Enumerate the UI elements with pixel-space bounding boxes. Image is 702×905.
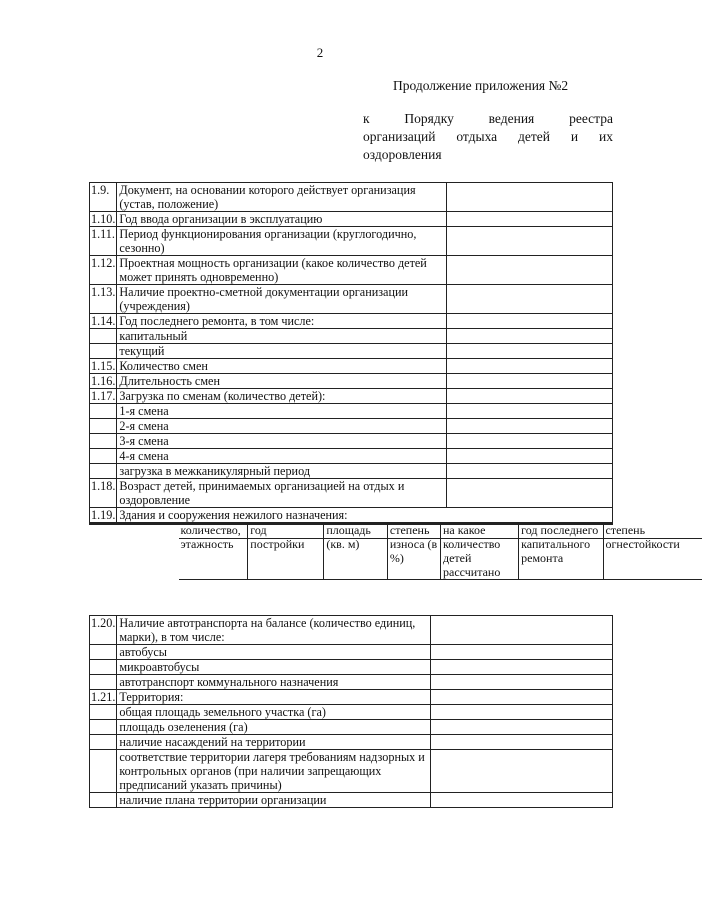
value-cell[interactable] [447,374,613,389]
row-description: текущий [117,344,447,359]
row-description: Возраст детей, принимаемых организацией на отдых и оздоровление [117,479,447,508]
table-row [90,314,613,329]
row-number: 1.19. [91,508,116,522]
row-number [90,720,117,735]
row-number: 1.11. [90,227,117,256]
value-cell[interactable] [431,675,613,690]
table-row [90,793,613,808]
value-cell[interactable] [447,404,613,419]
buildings-column-header: год постройки [248,523,324,580]
buildings-grid-row [179,524,702,539]
row-number: 1.14. [91,314,116,328]
row-number: 1.20. [90,616,117,645]
buildings-column-header: степень огнестойкости [603,523,702,580]
row-description: автобусы [117,645,431,660]
value-cell[interactable] [447,183,613,212]
value-cell[interactable] [447,449,613,464]
buildings-value-cell[interactable] [441,524,519,539]
table-row [90,660,613,675]
table-row [90,389,613,404]
row-description: 1-я смена [117,404,447,419]
row-description: Наличие автотранспорта на балансе (количество единиц, марки), в том числе: [117,616,431,645]
table-row [90,359,613,374]
row-description: микроавтобусы [117,660,431,675]
table-row [90,434,613,449]
row-number [90,645,117,660]
row-number [90,404,117,419]
value-cell[interactable] [447,344,613,359]
row-number: 1.21. [91,690,116,704]
table-row [90,374,613,389]
row-description: общая площадь земельного участка (га) [117,705,431,720]
buildings-value-cell[interactable] [179,524,248,539]
table-row [90,464,613,479]
value-cell[interactable] [431,735,613,750]
row-description: 4-я смена [117,449,447,464]
buildings-title-row [90,508,613,523]
table-row [90,750,613,793]
row-number: 1.13. [90,285,117,314]
value-cell[interactable] [447,464,613,479]
row-number: 1.10. [91,212,116,226]
appendix-word: ведения [488,111,535,126]
appendix-word: и [570,129,579,144]
value-cell[interactable] [447,285,613,314]
value-cell[interactable] [447,419,613,434]
table-row [90,735,613,750]
value-cell[interactable] [447,256,613,285]
value-cell[interactable] [447,389,613,404]
value-cell[interactable] [431,660,613,675]
row-description: соответствие территории лагеря требованиям надзорных и контрольных органов (при наличии запрещающих предписаний указать причины) [117,750,431,793]
buildings-value-cell[interactable] [324,524,388,539]
table-row [90,344,613,359]
row-number [90,675,117,690]
row-description: Количество смен [117,359,447,374]
row-number: 1.18. [90,479,117,508]
table-row [90,449,613,464]
row-number [90,419,117,434]
registry-table-1 [89,182,680,579]
appendix-word: детей [518,129,551,144]
buildings-column-header: степень износа (в %) [387,523,440,580]
row-description: Длительность смен [117,374,447,389]
row-number: 1.16. [91,374,116,388]
row-number [90,344,117,359]
table-row [90,212,613,227]
value-cell[interactable] [447,479,613,508]
value-cell[interactable] [447,212,613,227]
row-number [90,329,117,344]
row-description: Год ввода организации в эксплуатацию [117,212,447,227]
table-row [90,616,613,645]
appendix-word: их [599,129,613,144]
buildings-grid [179,524,702,539]
row-number: 1.9. [90,183,117,212]
table-row [90,479,613,508]
row-number [90,793,117,808]
value-cell[interactable] [431,720,613,735]
row-description: площадь озеленения (га) [117,720,431,735]
row-description: Проектная мощность организации (какое количество детей может принять одновременно) [117,256,447,285]
appendix-word: реестра [569,111,613,126]
table-row [90,256,613,285]
row-description: наличие насаждений на территории [117,735,431,750]
table-row [90,329,613,344]
value-cell[interactable] [447,359,613,374]
buildings-value-cell[interactable] [519,524,603,539]
buildings-value-cell[interactable] [603,524,702,539]
value-cell[interactable] [431,793,613,808]
value-cell[interactable] [447,329,613,344]
row-number [90,524,117,525]
row-number [90,750,117,793]
row-description: капитальный [117,329,447,344]
appendix-line-1 [363,110,613,128]
value-cell[interactable] [431,750,613,793]
row-number [90,735,117,750]
row-description: Наличие проектно-сметной документации организации (учреждения) [117,285,447,314]
row-number [90,449,117,464]
appendix-word: Порядку [404,111,454,126]
appendix-title: Продолжение приложения №2 [393,78,569,93]
row-number [90,705,117,720]
row-description: автотранспорт коммунального назначения [117,675,431,690]
buildings-column-header: количество, этажность [179,523,248,580]
table-row [90,675,613,690]
row-description: Год последнего ремонта, в том числе: [117,314,447,329]
buildings-value-row [90,524,613,525]
value-cell[interactable] [431,645,613,660]
value-cell[interactable] [431,616,613,645]
buildings-column-header: год последнего капитального ремонта [519,523,603,580]
table-row [90,645,613,660]
table-row [90,285,613,314]
row-number [90,660,117,675]
table-row [90,227,613,256]
buildings-value-cell[interactable] [248,524,324,539]
buildings-column-header: площадь (кв. м) [324,523,388,580]
value-cell[interactable] [431,690,613,705]
row-description: Загрузка по сменам (количество детей): [117,389,447,404]
buildings-title: Здания и сооружения нежилого назначения: [117,508,613,523]
row-description: Период функционирования организации (круглогодично, сезонно) [117,227,447,256]
table-row [90,705,613,720]
registry-table-2 [89,615,613,808]
appendix-word: организаций [363,129,436,144]
table-row [90,183,613,212]
appendix-subtitle [363,110,613,164]
buildings-grid-cell [117,524,613,525]
row-description: наличие плана территории организации [117,793,431,808]
row-number: 1.12. [90,256,117,285]
appendix-line-3: оздоровления [363,147,442,162]
row-description: Документ, на основании которого действует организация (устав, положение) [117,183,447,212]
row-description: загрузка в межканикулярный период [117,464,447,479]
table-row [90,419,613,434]
table-row [90,720,613,735]
page-number: 2 [316,45,324,60]
value-cell[interactable] [447,227,613,256]
appendix-word: отдыха [456,129,498,144]
row-description: 3-я смена [117,434,447,449]
table-row [90,690,613,705]
appendix-line-2 [363,128,613,146]
value-cell[interactable] [431,705,613,720]
buildings-column-header: на какое количество детей рассчитано [441,523,519,580]
buildings-value-cell[interactable] [387,524,440,539]
table-row [90,404,613,419]
value-cell[interactable] [447,314,613,329]
row-number: 1.17. [91,389,116,403]
row-description: 2-я смена [117,419,447,434]
appendix-word: к [363,111,370,126]
value-cell[interactable] [447,434,613,449]
row-number: 1.15. [91,359,116,373]
row-number [90,464,117,479]
row-description: Территория: [117,690,431,705]
row-number [90,434,117,449]
